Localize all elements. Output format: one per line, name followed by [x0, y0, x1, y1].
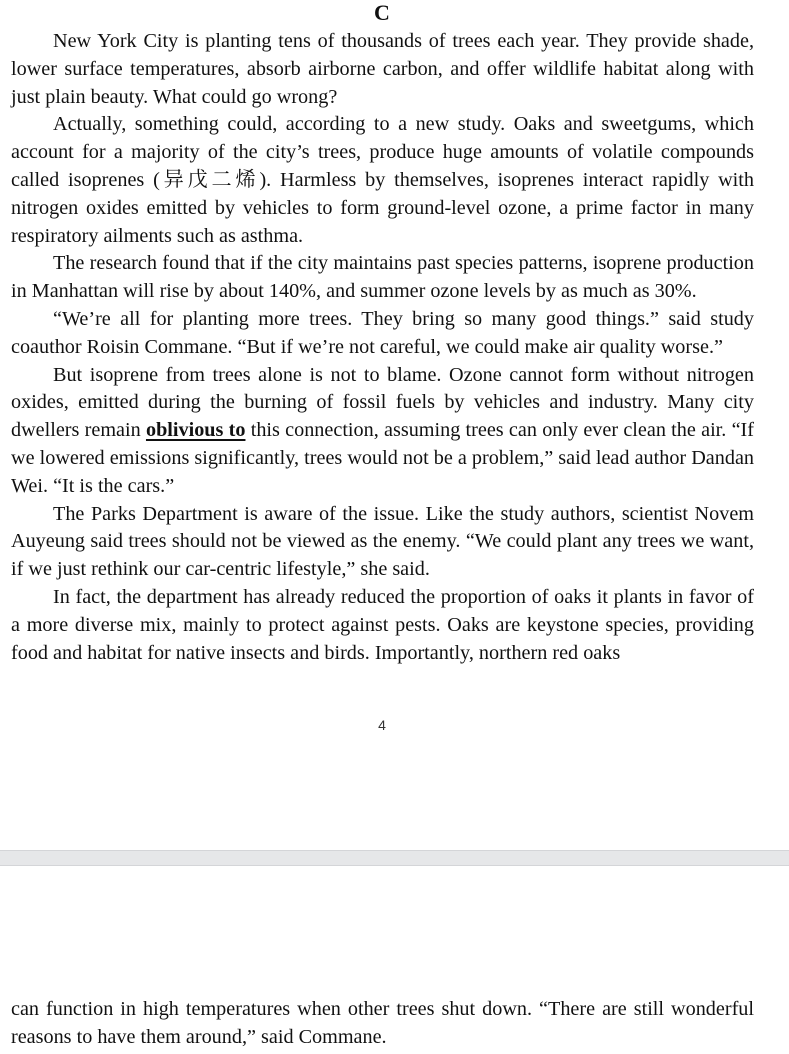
paragraph-7: In fact, the department has already reduced the proportion of oaks it plants in favor of a more diverse mix, mainly to protect against pests. Oaks are keystone species, providing food and habitat for native insects and birds. Importantly, northern red oaks [11, 585, 754, 664]
paragraph-6: The Parks Department is aware of the issue. Like the study authors, scientist Novem Auyeung said trees should not be viewed as the enemy. “We could plant any trees we want, if we just rethink our car-centric lifestyle,” she said. [11, 502, 754, 581]
paragraph-2: Actually, something could, according to a new study. Oaks and sweetgums, which account for a majority of the city’s trees, produce huge amounts of volatile compounds called isoprenes (异戊二烯). Harmless by themselves, isoprenes interact rapidly with nitrogen oxides emitted by vehicles to form ground-level ozone, a prime factor in many respiratory ailments such as asthma. [11, 113, 754, 247]
paragraph-4: “We’re all for planting more trees. They bring so many good things.” said study coauthor Roisin Commane. “But if we’re not careful, we could make air quality worse.” [11, 307, 754, 358]
paragraph-1: New York City is planting tens of thousands of trees each year. They provide shade, lower surface temperatures, absorb airborne carbon, and offer wildlife habitat along with just plain beauty. What could go wrong? [11, 30, 754, 108]
paragraph-5-after: this connection, assuming trees can only ever clean the air. “If we lowered emissions significantly, trees would not be a problem,” said lead author Dandan Wei. “It is the cars.” [11, 419, 754, 497]
page-separator [0, 850, 789, 866]
paragraph-5-before: But isoprene from trees alone is not to blame. Ozone cannot form without nitrogen oxides, emitted during the burning of fossil fuels by vehicles and industry. Many city dwellers remain [11, 363, 754, 442]
document-page-2 [0, 866, 789, 1054]
continuation-paragraph: can function in high temperatures when other trees shut down. “There are still wonderful reasons to have them around,” said Commane. [11, 998, 754, 1048]
passage-continuation [11, 996, 754, 1052]
section-letter: C [374, 0, 390, 25]
paragraph-5 [11, 362, 754, 501]
underlined-keyword: oblivious to [145, 419, 246, 442]
passage-body [11, 28, 754, 667]
page-number: 4 [378, 717, 386, 733]
paragraph-3: The research found that if the city maintains past species patterns, isoprene production in Manhattan will rise by about 140%, and summer ozone levels by as much as 30%. [11, 252, 754, 303]
